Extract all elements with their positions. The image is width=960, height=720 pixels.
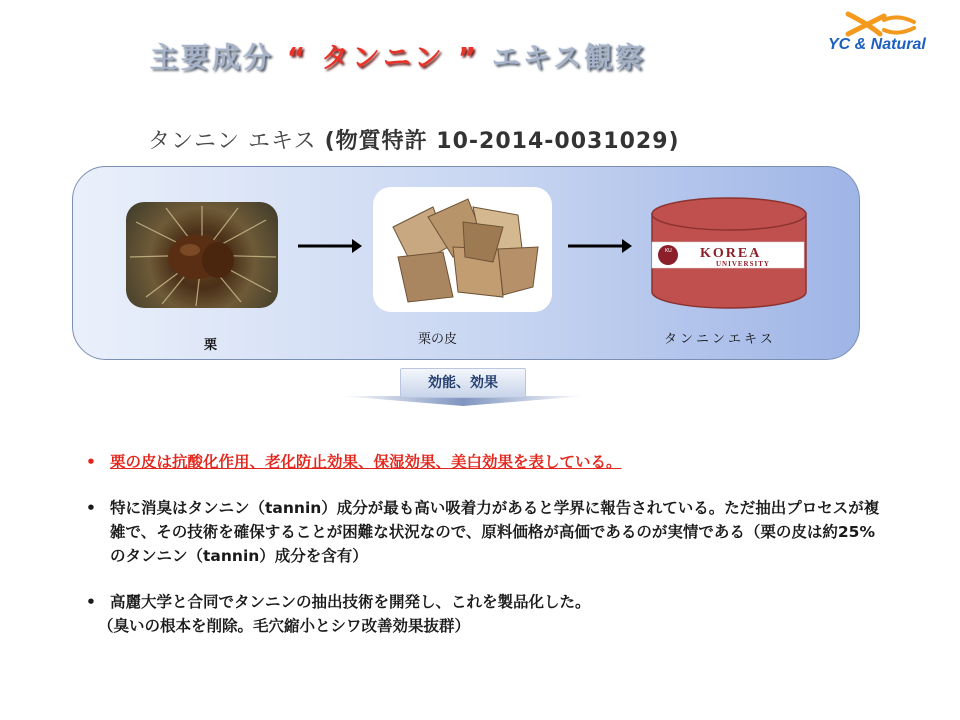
bullet-text: 栗の皮は抗酸化作用、老化防止効果、保湿効果、美白効果を表している。	[110, 453, 622, 471]
drum-label-korea: KOREA	[700, 246, 762, 261]
subtitle-name: タンニン エキス	[148, 129, 317, 154]
chestnut-photo	[126, 202, 278, 308]
title-prefix: 主要成分	[150, 41, 275, 74]
step-label-extract: タンニンエキス	[664, 332, 776, 347]
subtitle-patent: (物質特許 10-2014-0031029)	[324, 129, 680, 154]
tannin-extract-drum-icon	[650, 196, 808, 310]
arrow-right-icon	[296, 236, 362, 256]
bullet-text: 高麗大学と合同でタンニンの抽出技術を開発し、これを製品化した。	[110, 593, 591, 611]
arrow-right-icon	[566, 236, 632, 256]
bullet-marker: •	[86, 593, 96, 611]
chestnut-peel-photo	[373, 187, 552, 312]
page-title	[150, 36, 646, 76]
svg-text:KU: KU	[665, 248, 672, 254]
step-label-chestnut: 栗	[204, 338, 218, 353]
title-quote-open: “	[286, 41, 309, 74]
bullet-marker: •	[86, 453, 96, 471]
bullet-marker: •	[86, 499, 96, 517]
bullet-text: 特に消臭はタンニン（tannin）成分が最も高い吸着力があると学界に報告されている。ただ抽出プロセスが複雑で、その技術を確保することが困難な状況なので、原料価格が高価であるのが実情である（栗の皮は約25%のタンニン（tannin）成分を含有）	[110, 499, 880, 565]
effect-label: 効能、効果	[400, 368, 526, 398]
title-quote-close: ”	[457, 41, 480, 74]
step-label-peel: 栗の皮	[418, 332, 458, 347]
bullet-item	[86, 590, 886, 638]
bullet-item	[86, 496, 886, 568]
title-highlight: タンニン	[320, 41, 445, 74]
logo-text: YC & Natural	[828, 36, 926, 53]
subtitle	[148, 124, 680, 155]
drum-label-university: UNIVERSITY	[716, 260, 770, 268]
title-suffix: エキス観察	[491, 41, 647, 74]
bullet-list	[86, 450, 886, 660]
bullet-item	[86, 450, 886, 474]
bullet-subtext: （臭いの根本を削除。毛穴縮小とシワ改善効果抜群）	[98, 617, 471, 635]
effect-banner	[340, 368, 586, 408]
